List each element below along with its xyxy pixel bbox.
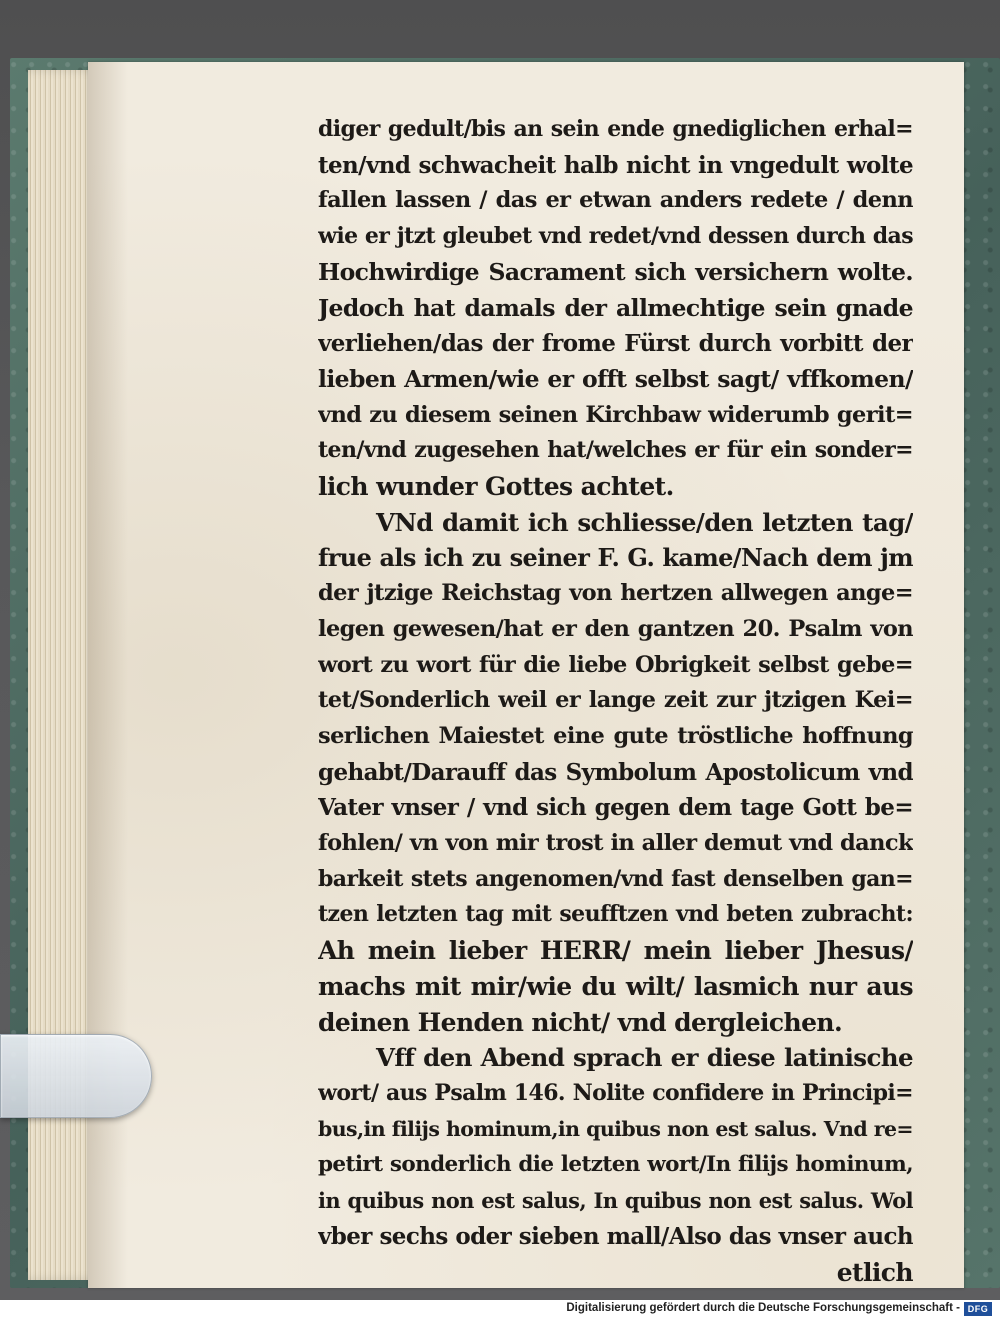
paragraph-start-line: Vff den Abend sprach er diese latinische: [376, 1043, 913, 1073]
text-line: in quibus non est salus, In quibus non est salus. Wol: [318, 1188, 913, 1214]
text-line: Vater vnser / vnd sich gegen dem tage Gott be=: [318, 794, 913, 822]
text-line: Ah mein lieber HERR/ mein lieber Jhesus/: [318, 936, 913, 966]
dfg-logo: DFG: [964, 1302, 992, 1316]
text-line: ten/vnd zugesehen hat/welches er für ein sonder=: [318, 437, 913, 464]
text-line: verliehen/das der frome Fürst durch vorbitt der: [318, 330, 913, 358]
funding-credit: Digitalisierung gefördert durch die Deutsche Forschungsgemeinschaft -: [566, 1302, 960, 1314]
text-line: deinen Henden nicht/ vnd dergleichen.: [318, 1007, 843, 1037]
text-line: legen gewesen/hat er den gantzen 20. Psalm von: [318, 615, 913, 642]
text-line: ten/vnd schwacheit halb nicht in vngedult wolte: [318, 151, 913, 179]
catchword: etlich: [836, 1257, 913, 1287]
text-line: barkeit stets angenomen/vnd fast denselben gan=: [318, 865, 913, 892]
text-line: frue als ich zu seiner F. G. kame/Nach dem jm: [318, 543, 913, 573]
text-line: gehabt/Darauff das Symbolum Apostolicum vnd: [318, 758, 913, 786]
text-line: diger gedult/bis an sein ende gnediglichen erhal=: [318, 116, 913, 142]
text-line: vber sechs oder sieben mall/Also das vnser auch: [318, 1222, 913, 1250]
text-line: machs mit mir/wie du wilt/ lasmich nur aus: [318, 971, 913, 1001]
page-clip: [0, 1034, 152, 1118]
text-line: tzen letzten tag mit seufftzen vnd beten zubracht:: [318, 901, 913, 928]
text-line: Jedoch hat damals der allmechtige sein gnade: [318, 293, 913, 322]
text-block: [318, 112, 913, 1290]
text-line: wort zu wort für die liebe Obrigkeit selbst gebe=: [318, 651, 913, 678]
text-line: lich wunder Gottes achtet.: [318, 472, 674, 502]
text-line: Hochwirdige Sacrament sich versichern wolte.: [318, 257, 913, 286]
text-line: wie er jtzt gleubet vnd redet/vnd dessen durch das: [318, 223, 913, 250]
text-line: vnd zu diesem seinen Kirchbaw widerumb gerit=: [318, 401, 913, 428]
text-line: petirt sonderlich die letzten wort/In filijs hominum,: [318, 1152, 913, 1178]
text-line: fallen lassen / das er etwan anders redete / denn: [318, 187, 913, 214]
text-line: wort/ aus Psalm 146. Nolite confidere in Principi=: [318, 1079, 913, 1106]
paragraph-start-line: VNd damit ich schliesse/den letzten tag/: [376, 507, 913, 537]
text-line: serlichen Maiestet eine gute tröstliche hoffnung: [318, 722, 913, 749]
footer-bar: [0, 1300, 1000, 1319]
text-line: fohlen/ vn von mir trost in aller demut vnd danck: [318, 830, 913, 857]
text-line: lieben Armen/wie er offt selbst sagt/ vffkomen/: [318, 364, 913, 393]
text-line: tet/Sonderlich weil er lange zeit zur jtzigen Kei=: [318, 687, 913, 714]
text-line: bus,in filijs hominum,in quibus non est salus. Vnd re=: [318, 1116, 913, 1141]
text-line: der jtzige Reichstag von hertzen allwegen ange=: [318, 580, 913, 607]
